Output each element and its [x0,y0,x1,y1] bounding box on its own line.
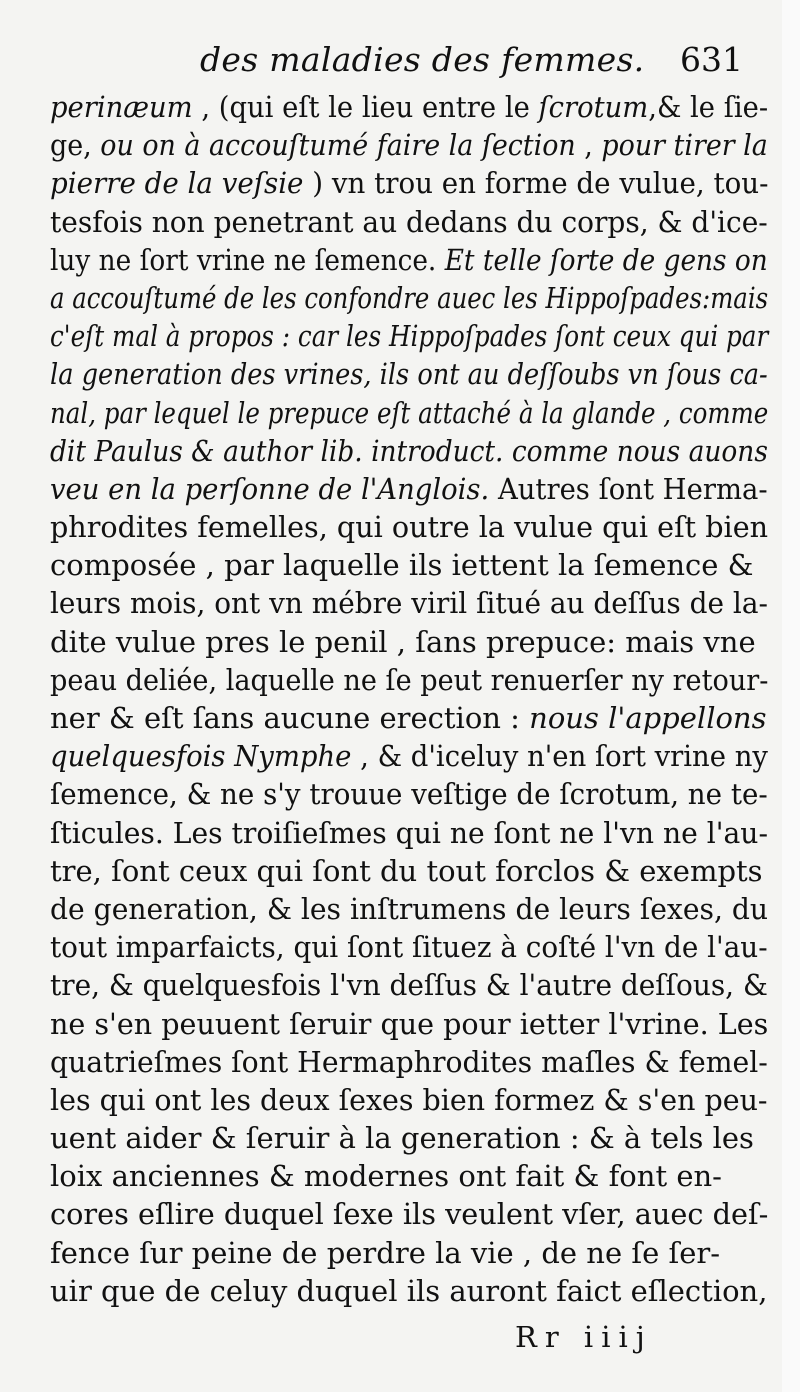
roman-segment: les qui ont les deux ſexes bien formez & s'en peu- [50,1082,768,1117]
text-line [50,1043,768,1081]
italic-segment: a accouſtumé de les confondre auec les Hippoſpades:mais [50,280,769,315]
text-line [50,394,769,432]
text-line [50,928,768,966]
roman-segment: tesfois non penetrant au dedans du corps, & d'ice- [50,204,768,239]
text-line [50,775,768,813]
italic-segment: la generation des vrines, ils ont au deſſoubs vn ſous ca- [50,357,768,392]
text-line [50,164,769,202]
text-line [50,966,768,1004]
roman-segment: cores eſlire duquel ſexe ils veulent vſer, auec deſ- [50,1197,769,1232]
italic-segment: ou on à accouſtumé faire la ſection [100,128,576,163]
roman-segment: tre, ſont ceux qui ſont du tout forclos & exempts [50,853,763,888]
italic-segment: quelquesfois Nymphe [50,739,352,774]
signature-mark: Rr iiij [515,1320,653,1354]
text-line [50,890,769,928]
text-line [50,241,768,279]
text-line [50,1195,769,1233]
roman-segment: ſticules. Les troiſieſmes qui ne ſont ne l'vn ne l'au- [50,815,768,850]
roman-segment: luy ne ſort vrine ne ſemence. [50,242,445,277]
text-line [50,546,768,584]
roman-segment: phrodites femelles, qui outre la vulue qui eſt bien [50,510,769,545]
italic-segment: c'eſt mal à propos : car les Hippoſpades ſont ceux qui par [50,319,769,354]
text-line [50,1234,768,1272]
roman-segment: , [575,128,602,163]
italic-segment: nous l'appellons [529,701,767,735]
text-line [50,1005,769,1043]
body-text [50,88,768,1310]
roman-segment: loix anciennes & modernes ont fait & font en- [50,1159,722,1194]
italic-segment: veu en la perſonne de l'Anglois. [50,471,490,506]
roman-segment: uent aider & ſeruir à la generation : & à tels les [50,1121,754,1156]
page-number: 631 [680,40,743,79]
text-line [50,1119,768,1157]
roman-segment: , & d'iceluy n'en ſort vrine ny [351,739,768,774]
roman-segment: ,& le ſie- [648,90,769,124]
roman-segment: Autres ſont Herma- [489,471,768,506]
roman-segment: ner & eſt ſans aucune erection : [50,701,530,735]
italic-segment: pour tirer la [601,128,768,163]
roman-segment: ) vn trou en forme de vulue, tou- [303,166,769,201]
roman-segment: composée , par laquelle ils iettent la ſemence & [50,548,754,583]
italic-segment: perinæum [50,90,193,124]
text-line [50,661,769,699]
text-line [50,355,768,393]
roman-segment: peau deliée, laquelle ne ſe peut renuerſer ny retour- [50,662,769,697]
text-line [50,88,769,126]
roman-segment: quatrieſmes ſont Hermaphrodites maſles & femel- [50,1044,768,1079]
roman-segment: tout imparfaicts, qui ſont ſituez à coſté l'vn de l'au- [50,930,768,965]
text-line [50,1272,768,1310]
roman-segment: , (qui eſt le lieu entre le [192,90,539,124]
running-title: des maladies des femmes. [200,40,645,79]
page-footer [0,1320,782,1364]
text-line [50,584,768,622]
text-line [50,699,768,737]
text-line [50,852,768,890]
italic-segment: ſcrotum [538,90,649,124]
text-line [50,623,768,661]
page-header [0,40,782,88]
roman-segment: fence ſur peine de perdre la vie , de ne ſe ſer- [50,1235,721,1270]
text-line [50,317,769,355]
text-line [50,470,768,508]
italic-segment: nal, par lequel le prepuce eſt attaché à la glande , comme [50,395,769,430]
roman-segment: ne s'en peuuent ſeruir que pour ietter l'vrine. Les [50,1006,769,1041]
text-line [50,737,768,775]
text-line [50,126,768,164]
text-line [50,508,769,546]
text-line [50,432,768,470]
roman-segment: leurs mois, ont vn mébre viril ſitué au deſſus de la- [50,586,768,621]
text-line [50,279,769,317]
italic-segment: pierre de la veſsie [50,166,304,201]
italic-segment: Et telle ſorte de gens on [444,242,768,277]
roman-segment: dite vulue pres le penil , ſans prepuce: mais vne [50,624,756,659]
roman-segment: ge, [50,128,101,163]
roman-segment: uir que de celuy duquel ils auront faict eſlection, [50,1273,768,1308]
text-line [50,814,768,852]
text-line [50,1157,768,1195]
text-line [50,203,768,241]
italic-segment: dit Paulus & author lib. introduct. comme nous auons [50,433,768,468]
roman-segment: tre, & quelquesfois l'vn deſſus & l'autre deſſous, & [50,968,768,1003]
roman-segment: de generation, & les inſtrumens de leurs ſexes, du [50,891,769,926]
text-line [50,1081,768,1119]
roman-segment: ſemence, & ne s'y trouue veſtige de ſcrotum, ne te- [50,777,768,812]
